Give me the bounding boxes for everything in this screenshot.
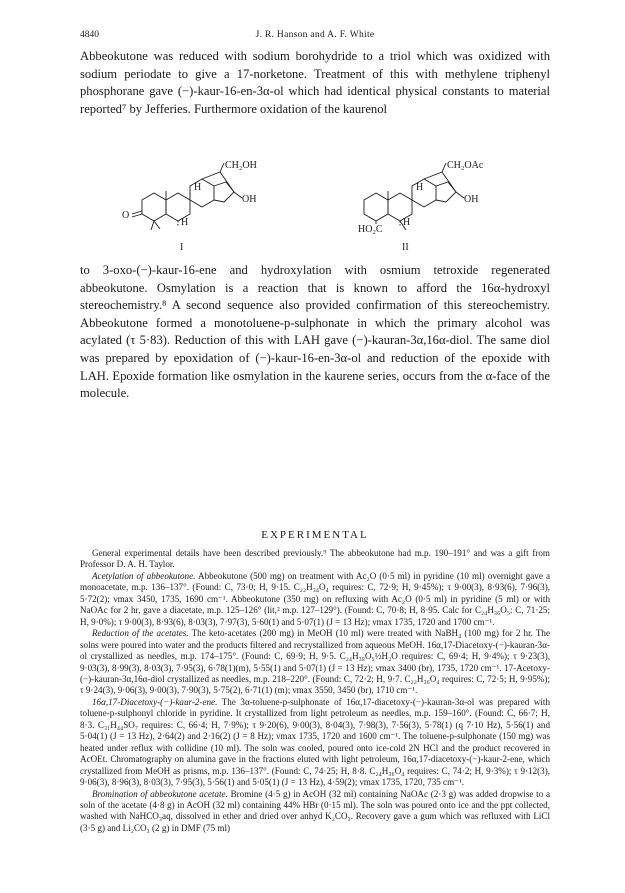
struct-two-h2: H [403,217,411,228]
page-header [80,30,550,44]
continuation-paragraph [80,262,550,403]
bromination-text: Bromine (4·5 g) in AcOH (32 ml) containing NaOAc (2·3 g) was added dropwise to a soln of the acetate (4·8 g) in AcOH (32 ml) containing 44% HBr (0·15 ml). The soln was poured onto ice and the ppt collected, washed with NaHCO₃aq, dissolved in ether and dried over anhyd K₂CO₃. Recovery gave a gum which was refluxed with LiCl (3·5 g) and Li₂CO₃ (2 g) in DMF (75 ml) [80,788,550,833]
structure-two-drawing [340,160,540,238]
structure-one-label: I [180,242,184,253]
acetylation-title: Acetylation of abbeokutone. [92,570,196,581]
reduction-text: The keto-acetates (200 mg) in MeOH (10 ml) were treated with NaBH₄ (100 mg) for 2 hr. The solns were poured into water and the products filtered and recrystallized from aqueous MeOH. 16α,17-Diacetoxy-(−)-kauran-3α-ol crystallized as needles, m.p. 174–175°. (Found: C, 69·9; H, 9·5. C₂₄H₃₈O₅½H₂O requires: C, 69·4; H, 9·4%); τ 9·23(3), 9·03(3), 8·99(3), 8·03(3), 7·95(3), 6·78(1)(m), 5·55(1) and 5·07(1) (J = 13 Hz); νmax 3400 (br), 1735, 1720 cm⁻¹. 17-Acetoxy-(−)-kauran-3α,16α-diol crystallized as needles, m.p. 218–220°. (Found: C, 72·2; H, 9·7. C₂₂H₃₆O₄ requires: C, 72·5; H, 9·95%); τ 9·24(3), 9·06(3), 9·00(3), 7·90(3), 5·75(2), 6·71(1) (m); νmax 3550, 3450 (br), 1710 cm⁻¹. [80,628,550,696]
bromination-paragraph [80,789,550,835]
reduction-title: Reduction of the acetates. [92,628,189,639]
struct-two-acid: HO₂C [358,224,383,235]
struct-one-top-group: CH₂OH [225,160,257,171]
struct-one-ketone-o: O [122,210,130,221]
tosylate-title: 16α,17-Diacetoxy-(−)-kaur-2-ene. [92,696,218,707]
struct-two-oh: OH [464,194,479,205]
struct-one-h1: H [194,182,202,193]
structure-two [340,160,540,238]
running-title: J. R. Hanson and A. F. White [255,30,375,40]
experimental-heading: EXPERIMENTAL [261,529,369,541]
tosylate-paragraph [80,697,550,789]
structure-one-drawing [118,160,298,238]
tosylate-text: The 3α-toluene-p-sulphonate of 16α,17-diacetoxy-(−)-kauran-3α-ol was prepared with toluene-p-sulphonyl chloride in pyridine. It crystallized from light petroleum as needles, m.p. 159–160°. (Found: C, 66·7; H, 8·3. C₃₁H₄₄SO₇ requires: C, 66·4; H, 7·9%); τ 9·20(6), 9·00(3), 8·04(3), 7·98(3), 7·56(3), 5·78(1) (q 7·10 Hz), 5·56(1) and 5·04(1) (J = 13 Hz), 2·64(2) and 2·16(2) (J = 8 Hz); νmax 1735, 1720 and 1600 cm⁻¹. The toluene-p-sulphonate (150 mg) was heated under reflux with collidine (10 ml). The soln was cooled, poured onto ice-cold 2N HCl and the product recovered in AcOEt. Chromatography on alumina gave in the fractions eluted with light petroleum, 16α,17-diacetoxy-(−)-kaur-2-ene, which crystallized from MeOH as prisms, m.p. 136–137°. (Found: C, 74·25; H, 8·8. C₂₄H₃₆O₄ requires: C, 74·2; H, 9·3%); τ 9·12(3), 9·06(3), 8·96(3), 8·03(3), 7·95(3), 5·56(1) and 5·05(1) (J = 13 Hz), 4·59(2); νmax 1735, 1720, 735 cm⁻¹. [80,696,551,788]
continuation-text: to 3-oxo-(−)-kaur-16-ene and hydroxylation with osmium tetroxide regenerated abbeokutone. Osmylation is a reaction that is known to afford the 16α-hydroxyl stereochemistry.⁸ A second sequence also provided confirmation of this stereochemistry. Abbeokutone formed a monotoluene-p-sulphonate in which the primary alcohol was acylated (τ 5·83). Reduction of this with LAH gave (−)-kauran-3α,16α-diol. The same diol was prepared by epoxidation of (−)-kaur-16-en-3α-ol and reduction of the epoxide with LAH. Epoxide formation like osmylation in the kaurene series, occurs from the α-face of the molecule. [80,263,550,401]
structure-one [118,160,298,238]
struct-two-h1: H [416,182,424,193]
experimental-general: General experimental details have been described previously.⁹ The abbeokutone had m.p. 190–191° and was a gift from Professor D. A. H. Taylor. [80,548,550,570]
structure-two-label: II [402,242,409,253]
struct-two-top-group: CH₂OAc [447,160,484,171]
acetylation-text: Abbeokutone (500 mg) on treatment with Ac₂O (0·5 ml) in pyridine (10 ml) overnight gave a monoacetate, m.p. 136–137°. (Found: C, 73·0; H, 9·15. C₂₂H₃₄O₄ requires: C, 72·9; H, 9·45%); τ 9·00(3), 8·93(6), 7·96(3), 5·72(2); νmax 3450, 1735, 1690 cm⁻¹. Abbeokutone (350 mg) on refluxing with Ac₂O (0·5 ml) in pyridine (5 ml) or with NaOAc for 2 hr, gave a diacetate, m.p. 125–126° (lit,² m.p. 127–129°). (Found: C, 70·8; H, 8·95. Calc for C₂₄H₃₆O₅: C, 71·25; H, 9·0%); τ 9·00(3), 8·93(6), 8·03(3), 7·97(3), 5·60(1) and 5·07(1) (J = 13 Hz); νmax 1735, 1720 and 1700 cm⁻¹. [80,570,550,627]
struct-one-oh: OH [242,194,257,205]
intro-paragraph [80,48,550,118]
struct-one-h2: H [181,217,189,228]
experimental-section [80,548,550,834]
reduction-paragraph [80,628,550,697]
acetylation-paragraph [80,571,550,628]
bromination-title: Bromination of abbeokutone acetate. [92,788,228,799]
intro-text: Abbeokutone was reduced with sodium borohydride to a triol which was oxidized with sodium periodate to give a 17-norketone. Treatment of this with methylene triphenyl phosphorane gave (−)-kaur-16-en-3α-ol which had identical physical constants to material reported⁷ by Jefferies. Furthermore oxidation of the kaurenol [80,49,550,116]
page-number: 4840 [80,30,99,40]
